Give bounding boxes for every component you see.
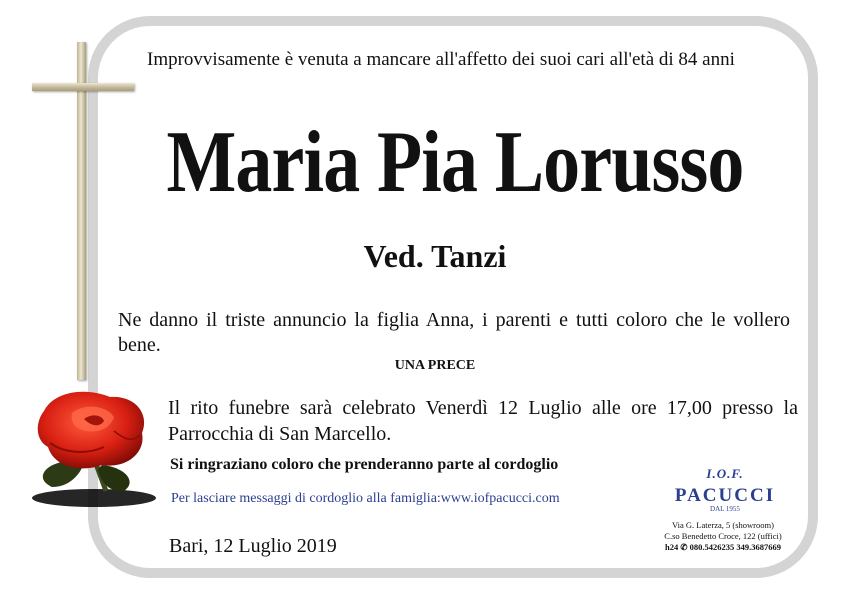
agency-address-2: C.so Benedetto Croce, 122 (uffici) [664,531,782,541]
agency-address-1: Via G. Laterza, 5 (showroom) [672,520,774,530]
cross-crossbar [32,83,134,91]
place-date: Bari, 12 Luglio 2019 [169,535,337,557]
message-note: Per lasciare messaggi di cordoglio alla famiglia:www.iofpacucci.com [171,491,560,506]
rose-icon [14,383,164,508]
thanks-text: Si ringraziano coloro che prenderanno parte al cordoglio [170,456,559,473]
announcement-text: Ne danno il triste annuncio la figlia Anna, i parenti e tutti coloro che le vollero bene. [118,309,790,356]
agency-since: DAL 1955 [710,505,740,513]
agency-iof: I.O.F. [706,466,744,481]
intro-text: Improvvisamente è venuta a mancare all'affetto dei suoi cari all'età di 84 anni [147,49,735,70]
cross-icon [77,42,86,380]
widow-of: Ved. Tanzi [363,238,507,274]
agency-phones: h24 ✆ 080.5426235 349.3687669 [665,542,781,552]
prayer-text: UNA PRECE [394,358,476,373]
agency-logo [645,466,805,513]
agency-address [648,520,798,553]
deceased-name: Maria Pia Lorusso [166,114,744,211]
agency-name: PACUCCI [674,485,776,506]
funeral-text: Il rito funebre sarà celebrato Venerdì 12 Luglio alle ore 17,00 presso la Parrocchia di San Marcello. [168,397,798,445]
